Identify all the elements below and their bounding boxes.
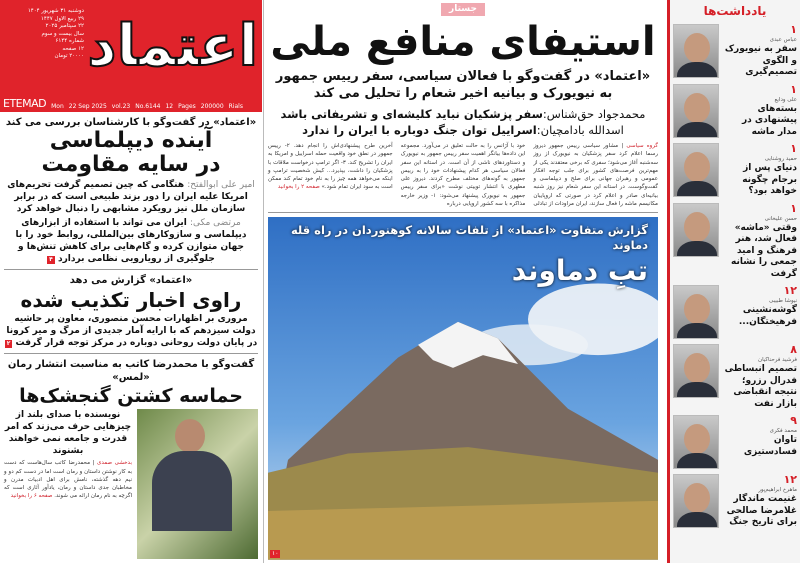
kicker: «اعتماد» در گفت‌وگو با کارشناسان بررسی می کند <box>5 117 257 128</box>
bar-no: No.6144 <box>135 103 161 110</box>
story-diplomacy[interactable] <box>4 114 258 269</box>
year: سال بیست و سوم <box>41 30 84 37</box>
bar-pages: Pages <box>178 103 196 110</box>
latin-name: ETEMAD <box>3 97 47 110</box>
body-col3: آخرین طرح پیشنهادی‌اش را انجام دهد. ۲- رییس جمهور در نطق خود واقعیت حمله اسراییل و امریکا به ایران را تشریح کند. ۳- اگر ترامپ درخواست ملاقات با پزشکیان را داشت، بپذیرد... کیش شخصیت ترامپ و اینکه می‌خواهد همه چیز را به نام خود تمام کند ممکن است به سود ایران تمام شود.» <box>267 143 393 191</box>
masthead-logo <box>0 0 262 112</box>
note-title: سفر به نیویورک و الگوی تصمیم‌گیری <box>724 44 797 77</box>
lead: مروری بر اظهارات محسن منصوری، معاون پر حاشیه دولت سیزدهم که با ارایه آمار جدیدی از مرگ و میر کرونا در پایان دولت روحانی دوباره در مرکز توجه قرار گرفت <box>6 314 258 349</box>
notes-column <box>667 0 800 563</box>
note-author: حمید روشنایی <box>764 156 797 162</box>
note-text <box>723 415 797 458</box>
note-text <box>723 203 797 281</box>
quote: اسراییل توان جنگ دوباره با ایران را ندارد <box>302 123 537 137</box>
note-title: دنیای پس از برجام چگونه خواهد بود؟ <box>742 163 797 196</box>
bar-vol: vol.23 <box>111 103 131 110</box>
kicker: «اعتماد» گزارش می دهد <box>69 275 193 287</box>
author-portrait <box>673 285 719 339</box>
note-item[interactable] <box>673 143 797 198</box>
note-text <box>723 84 797 139</box>
note-page: ۸ <box>790 343 797 356</box>
author-photo <box>137 409 258 559</box>
more-link[interactable]: صفحه ۲ را بخوانید <box>277 184 320 191</box>
byline: گروه سیاسی <box>626 143 658 149</box>
bar-currency: Rials <box>228 103 243 110</box>
page-ref: ۲ <box>6 340 11 348</box>
quote-name: امیر علی ابوالفتح: <box>187 180 255 191</box>
bar-date: 22 Sep 2025 <box>68 103 107 110</box>
author-portrait <box>673 203 719 257</box>
damavand-photo[interactable] <box>268 217 658 560</box>
note-author: ماهرخ ابراهیم‌پور <box>758 487 797 493</box>
logo-wordmark: اعتماد <box>87 13 258 79</box>
note-author: فرشید فرحناکیان <box>758 357 797 363</box>
note-title: وقتی «ماشه» فعال شد، هنر فرهنگ و امید جمعی را نشانه گرفت <box>731 222 797 279</box>
note-item[interactable] <box>673 415 797 469</box>
story-kateb[interactable]: گفت‌وگو با محمدرضا کاتب به مناسبت انتشار رمان «لمس» حماسه کشتن گنجشک‌ها نویسنده با صدای بلند از چیزهایی حرف می‌زند که امر قدرت و جامعه نمی خواهند بشنوند بدخشی صمدی | محمدرضا کاتب سال‌هاست که دست به کار نوشتن داستان و رمان است اما در دست کم دو و نیم دهه گذشته، نامش برای اهل ادبیات مدرن و مخاطبان جدی داستان و رمان، یادآور آثاری است که اگرچه به نام رمان ارائه می شوند. صفحه ۶ را بخوانید <box>4 353 258 563</box>
note-page: ۱۲ <box>783 473 797 486</box>
kicker: گفت‌وگو با محمدرضا کاتب به مناسبت انتشار رمان «لمس» <box>7 359 255 384</box>
quote: ایران می تواند با استفاده از ابزارهای دیپلماسی و سازوکارهای بین‌المللی، روابط خود را با جهان متوازن کرده و گام‌هایی برای کاهش تنش‌ها و جلوگیری از رویارویی نظامی بردارد <box>15 218 247 265</box>
author-portrait <box>673 84 719 138</box>
note-item[interactable] <box>673 474 797 529</box>
body-col1: مشاور سیاسی رییس جمهور دیروز رسما اعلام کرد سفر پزشکیان به نیویورک از روز سه‌شنبه آغاز می‌شود؛ سفری که برخی معتقدند یکی از مهم‌ترین فرصت‌های کشور برای جلب توجه افکار عمومی و رهبران جهانی برای صلح و دیپلماسی و گفت‌وگوست. در استانه این سفر شعام نیز روز شنبه بیانیه‌ای صادر و اعلام کرد در صورتی که اروپاییان مکانیسم ماشه را فعال سازند، ایران مراودات از تبادلی <box>533 143 658 208</box>
pages: ۱۲ صفحه <box>62 45 84 52</box>
quote-name: اسدالله بادامچیان: <box>536 123 624 137</box>
note-page: ۹ <box>790 414 797 427</box>
note-text <box>723 474 797 529</box>
quote-name: مرتضی مکی: <box>189 218 241 229</box>
byline: بدخشی صمدی <box>97 460 132 467</box>
left-column <box>4 114 258 563</box>
title: حماسه کشتن گنجشک‌ها <box>19 385 243 408</box>
main-headline[interactable]: استیفای منافع ملی <box>270 19 656 65</box>
body: محمدرضا کاتب سال‌هاست که دست به کار نوشتن داستان و رمان است اما در دست کم دو و نیم دهه گذشته، نامش برای اهل ادبیات مدرن و مخاطبان جدی داستان و رمان، یادآور آثاری است که اگرچه به نام رمان ارائه می شوند. <box>4 460 132 500</box>
note-item[interactable] <box>673 344 797 410</box>
note-author: عباس عبدی <box>769 37 797 43</box>
photo-title: تبِ دماوند <box>511 254 648 288</box>
quote: هنگامی که چین تصمیم گرفت تحریم‌های امریکا علیه ایران را دور بزند طبیعی است که در برابر سازمان ملل نیز رویکرد مشابهی را دنبال خواهد کرد <box>7 180 248 215</box>
photo-kicker: گزارش متفاوت «اعتماد» از تلفات سالانه کوهنوردان در راه قله دماوند <box>290 223 648 253</box>
page-ref: ۴ <box>49 256 53 264</box>
note-text <box>723 344 797 410</box>
main-body-columns: گروه سیاسی | مشاور سیاسی رییس جمهور دیروز رسما اعلام کرد سفر پزشکیان به نیویورک از روز سه‌شنبه آغاز می‌شود؛ سفری که برخی معتقدند یکی از مهم‌ترین فرصت‌های کشور برای جلب توجه افکار عمومی و رهبران جهانی برای صلح و دیپلماسی و گفت‌وگوست. در استانه این سفر شعام نیز روز شنبه بیانیه‌ای صادر و اعلام کرد در صورتی که اروپاییان مکانیسم ماشه را فعال سازند، ایران مراودات از تبادلی خود با آژانس را به حالت تعلیق در می‌آورد. مجموعه این داده‌ها بیانگر اهمیت سفر رییس جمهور به نیویورک و دستاوردهای ناشی از آن است. در استانه این سفر فعالان سیاسی هر کدام پیشنهادات خود را به رییس جمهور به گونه‌های مختلف مطرح کردند. دیروز علی مطهری با انتشار توییتی نوشت «برای سفر رییس جمهور به نیویورک پیشنهاد می‌شود: ۱- وزیر خارجه مذاکره با سه کشور اروپایی درباره آخرین طرح پیشنهادی‌اش را انجام دهد. ۲- رییس جمهور در نطق خود واقعیت حمله اسراییل و امریکا به ایران را تشریح کند. ۳- اگر ترامپ درخواست ملاقات با پزشکیان را داشت، بپذیرد... کیش شخصیت ترامپ و اینکه می‌خواهد همه چیز را به نام خود تمام کند ممکن است به سود ایران تمام شود.» صفحه ۲ را بخوانید <box>268 142 658 213</box>
author-portrait <box>673 344 719 398</box>
note-text <box>723 143 797 198</box>
main-subhead: «اعتماد» در گفت‌وگو با فعالان سیاسی، سفر رییس جمهور به نیویورک و بیانیه اخیر شعام را تحلیل می کند <box>275 69 651 101</box>
main-quotes <box>268 106 658 138</box>
date-fa: دوشنبه ۳۱ شهریور ۱۴۰۴ <box>27 8 84 14</box>
main-column <box>268 0 658 563</box>
note-item[interactable] <box>673 285 797 339</box>
note-page: ۱ <box>790 23 797 36</box>
quote-name: محمدجواد حق‌شناس: <box>542 107 646 121</box>
issue-meta <box>6 8 84 61</box>
note-author: محمد فکری <box>769 428 797 434</box>
masthead-bar <box>0 98 262 112</box>
bar-price: 200000 <box>200 103 224 110</box>
note-title: تاوان فسادستیزی <box>743 435 797 457</box>
note-title: غنیمت ماندگار غلامرضا صالحی برای تاریخ جنگ <box>726 494 797 527</box>
issue: شماره ۶۱۴۴ <box>55 38 84 44</box>
page-ref: ۱۰ <box>272 550 279 557</box>
title-line1: آینده دیپلماسی <box>49 128 213 153</box>
note-title: گوشه‌نشینی فرهیختگان... <box>738 305 797 327</box>
note-title: تصمیم انبساطی فدرال رزرو؛ نتیجه انقباضی بازار نفت <box>724 364 797 409</box>
bar-pages-num: 12 <box>165 103 174 110</box>
author-portrait <box>673 474 719 528</box>
date-greg: ۲۲ سپتامبر ۲۰۲۵ <box>45 23 84 29</box>
notes-title: یادداشت‌ها <box>703 4 767 18</box>
column-divider <box>263 0 264 563</box>
note-page: ۱ <box>790 142 797 155</box>
note-page: ۱ <box>790 201 797 215</box>
section-badge: جستار <box>441 3 485 16</box>
note-author: نیوشا طبیبی <box>768 298 797 304</box>
price: ۲۰۰۰۰ تومان <box>54 53 84 59</box>
note-item[interactable] <box>673 203 797 281</box>
note-title: بسته‌های پیشنهادی در مدار ماشه <box>741 103 797 137</box>
author-portrait <box>673 24 719 78</box>
author-portrait <box>673 415 719 469</box>
title: راوی اخبار تکذیب شده <box>20 288 242 313</box>
note-item[interactable] <box>673 24 797 79</box>
lead: نویسنده با صدای بلند از چیزهایی حرف می‌زند که امر قدرت و جامعه نمی خواهند بشنوند <box>4 410 132 457</box>
note-page: ۱۲ <box>783 284 797 297</box>
note-text <box>723 24 797 79</box>
more-link[interactable]: صفحه ۶ را بخوانید <box>10 493 53 500</box>
note-author: علی ودایع <box>774 96 797 103</box>
note-page: ۱ <box>790 82 797 96</box>
story-denied-news[interactable] <box>4 269 258 353</box>
quote: سفر پزشکیان نباید کلیشه‌ای و تشریفاتی باشد <box>280 107 543 121</box>
title-line2: در سایه مقاومت <box>41 152 221 178</box>
body-col2: خود با آژانس را به حالت تعلیق در می‌آورد. مجموعه این داده‌ها بیانگر اهمیت سفر رییس جمهور به نیویورک و دستاوردهای ناشی از آن است. در استانه این سفر فعالان سیاسی هر کدام پیشنهادات خود را به رییس جمهور به گونه‌های مختلف مطرح کردند. دیروز علی مطهری با انتشار توییتی نوشت «برای سفر رییس جمهور به نیویورک پیشنهاد می‌شود: ۱- وزیر خارجه مذاکره با سه کشور اروپایی درباره <box>400 143 526 208</box>
author-portrait <box>673 143 719 197</box>
date-hijri: ۲۹ ربیع الاول ۱۴۴۷ <box>40 15 84 22</box>
note-author: حسن علیخانی <box>764 215 797 222</box>
note-text <box>723 285 797 328</box>
note-item[interactable] <box>673 84 797 139</box>
bar-day: Mon <box>51 103 64 110</box>
